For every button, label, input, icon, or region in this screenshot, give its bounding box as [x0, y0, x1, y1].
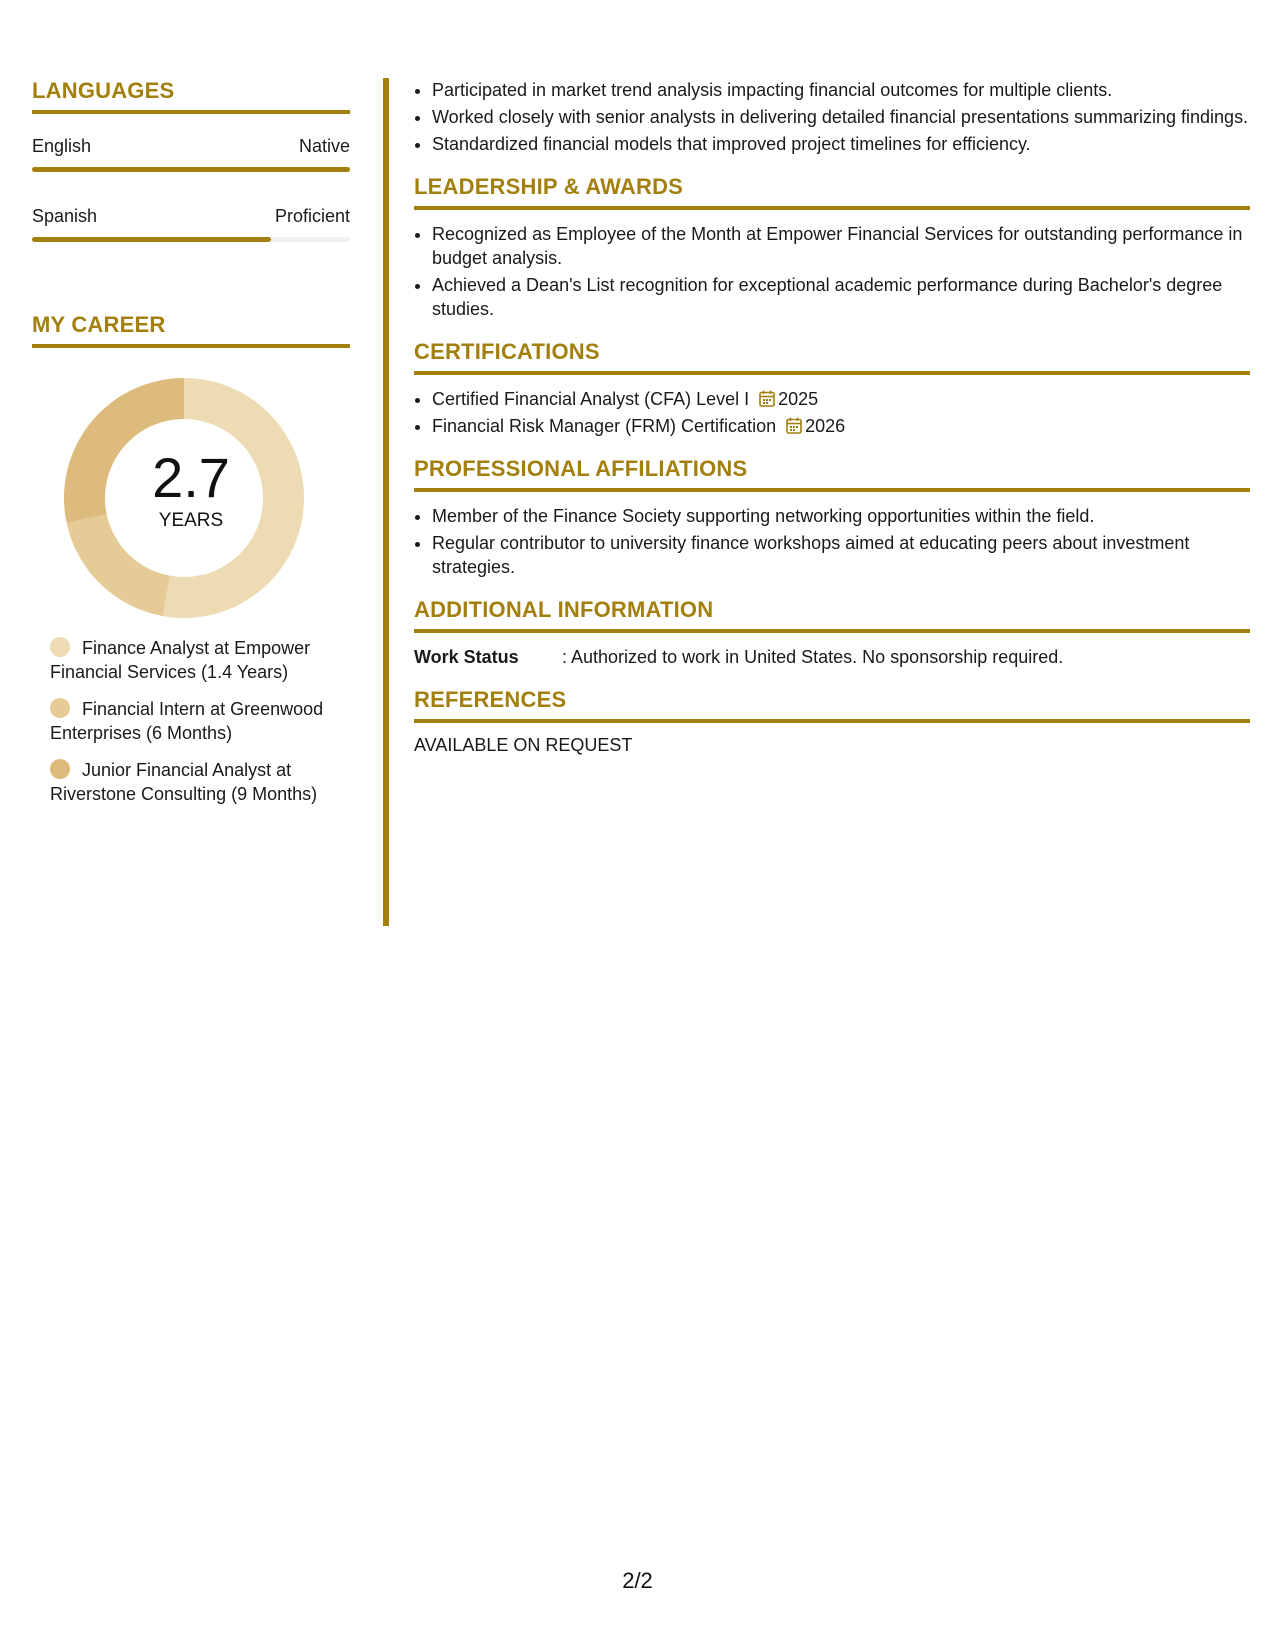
legend-dot	[50, 759, 70, 779]
language-proficiency-fill	[32, 167, 350, 172]
certification-year: 2026	[805, 416, 846, 436]
language-proficiency-fill	[32, 237, 271, 242]
certification-year: 2025	[778, 389, 819, 409]
leadership-heading: LEADERSHIP & AWARDS	[414, 174, 1250, 210]
language-name: English	[32, 136, 92, 156]
experience-bullet: • Standardized financial models that improved project timelines for efficiency.	[432, 132, 1250, 156]
career-legend-item	[50, 636, 340, 684]
certification-name: Financial Risk Manager (FRM) Certification	[432, 416, 777, 436]
right-column	[414, 78, 1250, 756]
references-section	[414, 687, 1250, 756]
calendar-icon	[786, 417, 802, 434]
language-item	[32, 136, 350, 172]
affiliation-bullet: • Member of the Finance Society supporting networking opportunities within the field.	[432, 504, 1250, 528]
language-proficiency-bar	[32, 237, 350, 242]
career-legend-label: Finance Analyst at Empower Financial Services (1.4 Years)	[50, 638, 311, 682]
references-text: AVAILABLE ON REQUEST	[414, 735, 633, 755]
additional-section	[414, 597, 1250, 669]
language-level: Native	[298, 136, 350, 156]
work-status-value: : Authorized to work in United States. No sponsorship required.	[562, 647, 1064, 667]
career-legend-item	[50, 697, 340, 745]
language-item	[32, 206, 350, 242]
additional-heading: ADDITIONAL INFORMATION	[414, 597, 1250, 633]
experience-bullet: • Participated in market trend analysis impacting financial outcomes for multiple clients.	[432, 78, 1250, 102]
career-donut-chart	[32, 378, 350, 618]
language-level: Proficient	[274, 206, 350, 226]
leadership-section	[414, 174, 1250, 321]
languages-heading: LANGUAGES	[32, 78, 350, 114]
career-legend-item	[50, 758, 340, 806]
language-proficiency-bar	[32, 167, 350, 172]
experience-bullets	[414, 78, 1250, 156]
column-divider	[383, 78, 389, 926]
work-status-label: Work Status	[414, 647, 519, 667]
career-legend-label: Junior Financial Analyst at Riverstone Consulting (9 Months)	[50, 760, 318, 804]
career-donut-center	[32, 446, 350, 532]
work-status-row	[414, 645, 1250, 669]
certification-name: Certified Financial Analyst (CFA) Level I	[432, 389, 750, 409]
language-name: Spanish	[32, 206, 98, 226]
career-heading: MY CAREER	[32, 312, 350, 348]
career-total-unit: YEARS	[158, 510, 224, 531]
calendar-icon	[759, 390, 775, 407]
experience-bullet: • Worked closely with senior analysts in delivering detailed financial presentations summarizing findings.	[432, 105, 1250, 129]
affiliations-heading: PROFESSIONAL AFFILIATIONS	[414, 456, 1250, 492]
legend-dot	[50, 698, 70, 718]
page-number: 2/2	[622, 1568, 653, 1593]
legend-dot	[50, 637, 70, 657]
leadership-bullet: • Recognized as Employee of the Month at Empower Financial Services for outstanding performance in budget analysis.	[432, 222, 1250, 270]
leadership-bullet: • Achieved a Dean's List recognition for exceptional academic performance during Bachelor's degree studies.	[432, 273, 1250, 321]
certification-item	[432, 387, 1250, 411]
certifications-heading: CERTIFICATIONS	[414, 339, 1250, 375]
certification-item	[432, 414, 1250, 438]
career-total-years: 2.7	[152, 446, 230, 509]
left-column	[32, 78, 350, 819]
career-legend-label: Financial Intern at Greenwood Enterprises (6 Months)	[50, 699, 324, 743]
references-heading: REFERENCES	[414, 687, 1250, 723]
affiliations-section	[414, 456, 1250, 579]
affiliation-bullet: • Regular contributor to university finance workshops aimed at educating peers about investment strategies.	[432, 531, 1250, 579]
career-legend	[50, 636, 340, 806]
certifications-section	[414, 339, 1250, 438]
